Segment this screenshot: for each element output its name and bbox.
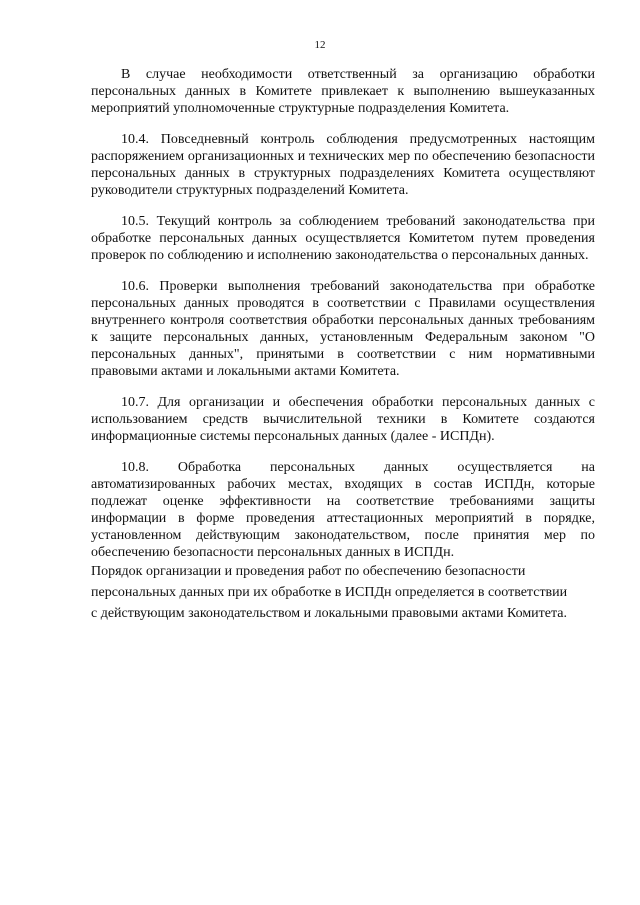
paragraph-10-8: 10.8. Обработка персональных данных осуществляется на автоматизированных рабочих местах, входящих в состав ИСПДн, которые подлежат оценке эффективности на соответствие требованиями защиты информации в форме проведения аттестационных мероприятий в порядке, установленном действующим законодательством, после принятия мер по обеспечению безопасности персональных данных в ИСПДн. xyxy=(91,460,595,560)
paragraph-10-6: 10.6. Проверки выполнения требований законодательства при обработке персональных данных проводятся в соответствии с Правилами осуществления внутреннего контроля соответствия обработки персональных данных требованиям к защите персональных данных, установленным Федеральным законом "О персональных данных", принятыми в соответствии с ним нормативными правовыми актами и локальными актами Комитета. xyxy=(91,279,595,379)
paragraph-10-4: 10.4. Повседневный контроль соблюдения предусмотренных настоящим распоряжением организационных и технических мер по обеспечению безопасности персональных данных в структурных подразделениях Комитета осуществляют руководители структурных подразделений Комитета. xyxy=(91,132,595,198)
paragraph-responsible-units: В случае необходимости ответственный за организацию обработки персональных данных в Комитете привлекает к выполнению вышеуказанных мероприятий уполномоченные структурные подразделения Комитета. xyxy=(91,67,595,116)
document-body xyxy=(91,66,595,624)
page-number: 12 xyxy=(314,39,326,51)
paragraph-10-5: 10.5. Текущий контроль за соблюдением требований законодательства при обработке персональных данных осуществляется Комитетом путем проведения проверок по соблюдению и исполнению законодательства о персональных данных. xyxy=(91,214,595,263)
paragraph-10-7: 10.7. Для организации и обеспечения обработки персональных данных с использованием средств вычислительной техники в Комитете создаются информационные системы персональных данных (далее - ИСПДн). xyxy=(91,395,595,444)
paragraph-work-procedure: Порядок организации и проведения работ по обеспечению безопасности персональных данных при их обработке в ИСПДн определяется в соответствии с действующим законодательством и локальными правовыми актами Комитета. xyxy=(91,564,568,621)
